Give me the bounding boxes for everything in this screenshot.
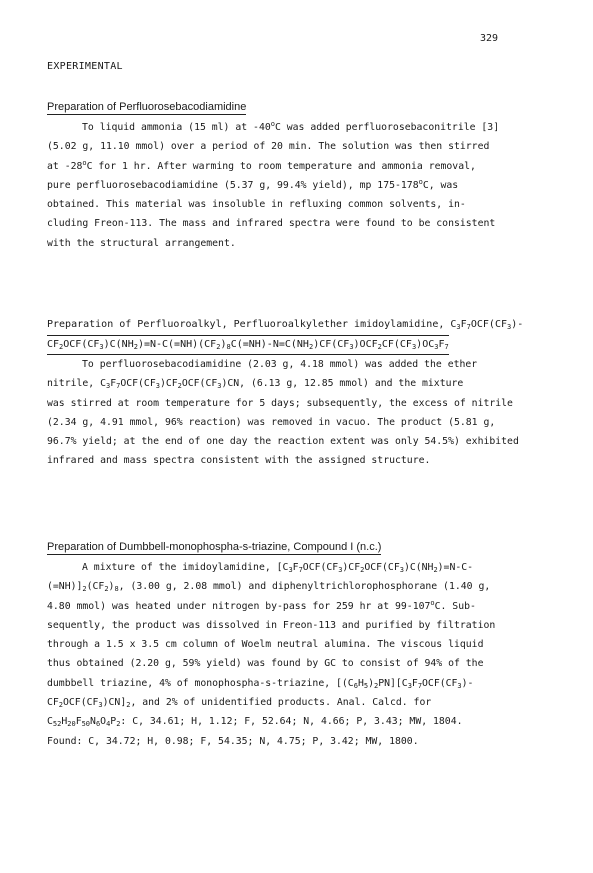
section-heading xyxy=(47,537,547,558)
text-line: infrared and mass spectra consistent with the assigned structure. xyxy=(47,455,431,467)
text-line: cluding Freon-113. The mass and infrared spectra were found to be consistent xyxy=(47,218,496,230)
section-heading xyxy=(47,97,547,118)
section-title-line: Preparation of Perfluoroalkyl, Perfluoroalkylether imidoylamidine, $C_3F_7OCF(CF_3)-$ xyxy=(47,319,524,331)
text-line: pure perfluorosebacodiamidine (5.37 g, 99.4% yield), mp 175-178$^o$C, was xyxy=(47,177,459,191)
text-line: 4.80 mmol) was heated under nitrogen by-pass for 259 hr at 99-107$^o$C. Sub- xyxy=(47,598,476,612)
section-title-line: $CF_2OCF(CF_3)C(NH_2)=N-C(=NH)(CF_2)_8C(=NH)-N=C(NH_2)CF(CF_3)OCF_2CF(CF_3)OC_3F_7$ xyxy=(47,335,547,355)
text-line: To perfluorosebacodiamidine (2.03 g, 4.18 mmol) was added the ether xyxy=(82,359,478,370)
text-line: Found: C, 34.72; H, 0.98; F, 54.35; N, 4.75; P, 3.42; MW, 1800. xyxy=(47,735,419,747)
section-body xyxy=(47,558,547,751)
text-line: To liquid ammonia (15 ml) at -40$^o$C was added perfluorosebaconitrile [3] xyxy=(82,120,500,133)
text-line: was stirred at room temperature for 5 days; subsequently, the excess of nitrile xyxy=(47,397,513,409)
text-line: nitrile, $C_3F_7OCF(CF_3)CF_2OCF(CF_3)CN$, (6.13 g, 12.85 mmol) and the mixture xyxy=(47,378,464,391)
text-line: (5.02 g, 11.10 mmol) over a period of 20 min. The solution was then stirred xyxy=(47,141,490,153)
section-body xyxy=(47,118,547,253)
text-line: A mixture of the imidoylamidine, [$C_3F_7OCF(CF_3)CF_2OCF(CF_3)C(NH_2)=N-C-$ xyxy=(82,562,474,574)
section-imidoylamidine xyxy=(47,315,547,471)
text-line: 96.7% yield; at the end of one day the reaction extent was only 54.5%) exhibited xyxy=(47,436,519,448)
section-body xyxy=(47,355,547,471)
text-line: thus obtained (2.20 g, 59% yield) was found by GC to consist of 94% of the xyxy=(47,658,484,670)
text-line: $(=NH)]_2(CF_2)_8$, (3.00 g, 2.08 mmol) and diphenyltrichlorophosphorane (1.40 g, xyxy=(47,581,491,594)
text-line: $C_{52}H_{20}F_{50}N_6O_4P_2$: C, 34.61; H, 1.12; F, 52.64; N, 4.66; P, 3.43; MW, 1804. xyxy=(47,716,463,729)
section-dumbbell-triazine xyxy=(47,537,547,751)
page-number: 329 xyxy=(480,33,499,44)
text-line: dumbbell triazine, 4% of monophospha-s-triazine, $[(C_6H_5)_2PN][C_3F_7OCF(CF_3)-$ xyxy=(47,677,474,690)
text-line: (2.34 g, 4.91 mmol, 96% reaction) was removed in vacuo. The product (5.81 g, xyxy=(47,416,496,428)
text-line: sequently, the product was dissolved in Freon-113 and purified by filtration xyxy=(47,619,496,631)
section-label: EXPERIMENTAL xyxy=(47,61,123,72)
text-line: $CF_2OCF(CF_3)CN]_2$, and 2% of unidentified products. Anal. Calcd. for xyxy=(47,697,432,710)
section-title: Preparation of Perfluorosebacodiamidine xyxy=(47,101,247,113)
text-line: with the structural arrangement. xyxy=(47,237,236,249)
text-line: through a 1.5 x 3.5 cm column of Woelm neutral alumina. The viscous liquid xyxy=(47,639,484,651)
section-heading xyxy=(47,315,547,355)
text-line: obtained. This material was insoluble in refluxing common solvents, in- xyxy=(47,199,466,211)
section-perfluorosebacodiamidine xyxy=(47,97,547,253)
text-line: at -28$^o$C for 1 hr. After warming to room temperature and ammonia removal, xyxy=(47,158,476,172)
section-title: Preparation of Dumbbell-monophospha-s-triazine, Compound I (n.c.) xyxy=(47,541,382,553)
